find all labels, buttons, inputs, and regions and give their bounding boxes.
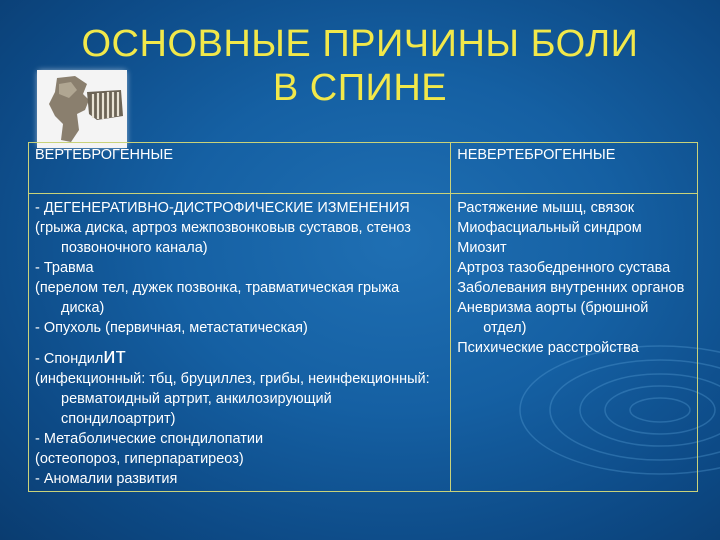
list-item: - Метаболические спондилопатии [35, 431, 264, 447]
list-item: Заболевания внутренних органов [457, 280, 685, 296]
list-item: Психические расстройства [457, 340, 639, 356]
list-item: Аневризма аорты (брюшной отдел) [457, 300, 649, 336]
list-item: (перелом тел, дужек позвонка, травматическая грыжа диска) [35, 280, 400, 316]
title-line-1: ОСНОВНЫЕ ПРИЧИНЫ БОЛИ [81, 23, 639, 65]
list-item: - ДЕГЕНЕРАТИВНО-ДИСТРОФИЧЕСКИЕ ИЗМЕНЕНИЯ [35, 200, 410, 216]
list-item: (инфекционный: тбц, бруциллез, грибы, неинфекционный: ревматоидный артрит, анкилозирующий спондилоартрит) [35, 371, 430, 427]
list-item: Растяжение мышц, связок [457, 200, 635, 216]
list-item: Миозит [457, 240, 507, 256]
spondylitis-prefix: - Спондил [35, 351, 104, 367]
spine-vertebra-image [37, 70, 127, 148]
list-item: (остеопороз, гиперпаратиреоз) [35, 451, 244, 467]
list-item: Артроз тазобедренного сустава [457, 260, 671, 276]
list-item: Миофасциальный синдром [457, 220, 642, 236]
causes-table [28, 142, 698, 492]
nonvertebrogenic-header: НЕВЕРТЕБРОГЕННЫЕ [451, 143, 698, 194]
spondylitis-suffix: ит [103, 343, 126, 368]
title-line-2: В СПИНЕ [272, 67, 448, 109]
list-item: - Опухоль (первичная, метастатическая) [35, 320, 308, 336]
list-item: - Аномалии развития [35, 471, 178, 487]
vertebrogenic-header: ВЕРТЕБРОГЕННЫЕ [29, 143, 451, 194]
content-row [29, 194, 698, 492]
header-row [29, 143, 698, 194]
list-item [35, 343, 444, 369]
vertebrogenic-causes [29, 194, 451, 492]
list-item: (грыжа диска, артроз межпозвонковыв суставов, стеноз позвоночного канала) [35, 220, 411, 256]
list-item: - Травма [35, 260, 94, 276]
nonvertebrogenic-causes [451, 194, 698, 492]
